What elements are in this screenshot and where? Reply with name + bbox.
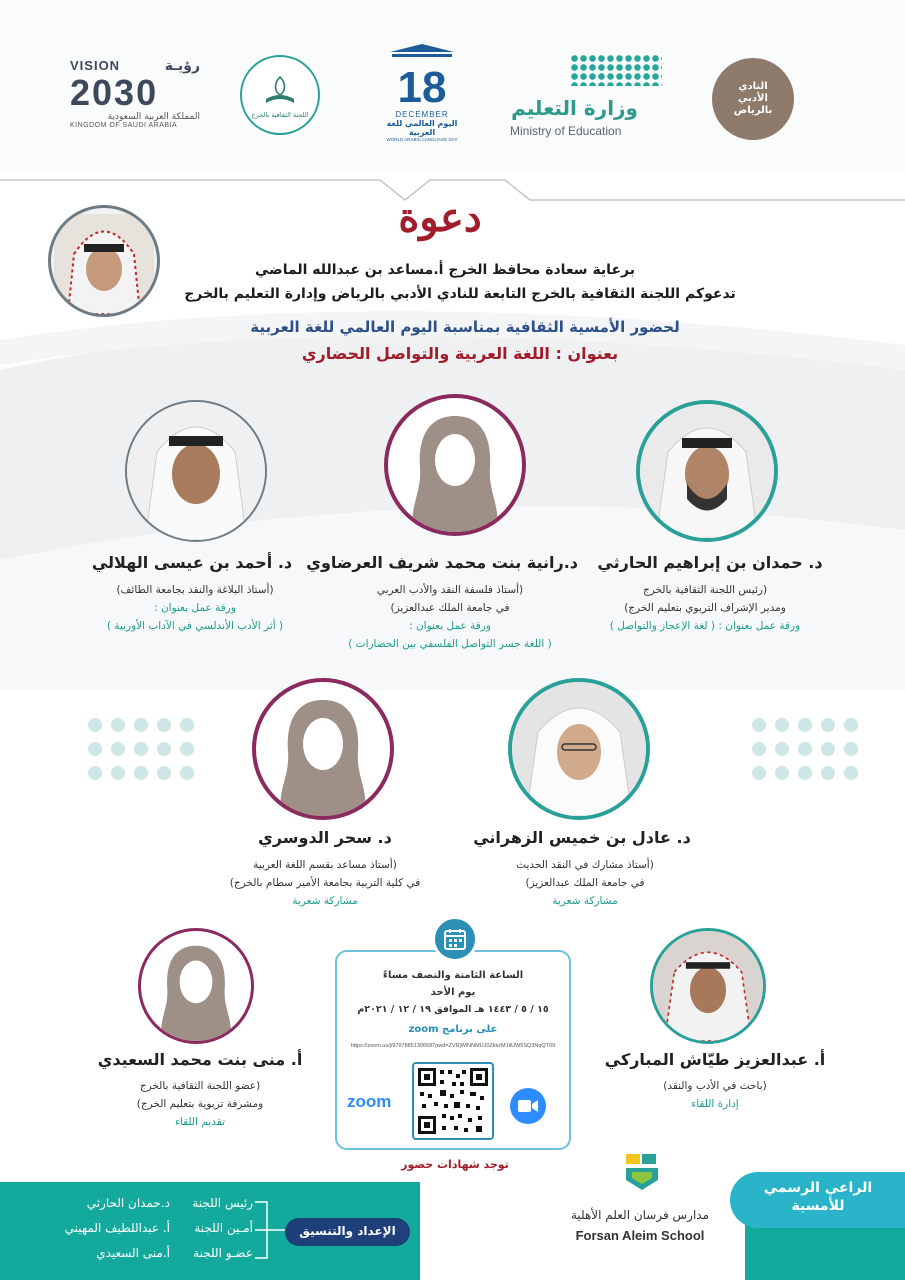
speaker-ahmed-desc2: ورقة عمل بعنوان : xyxy=(154,602,236,614)
speaker-mona-name: أ. منى بنت محمد السعيدي xyxy=(97,1050,303,1069)
topic-line: بعنوان : اللغة العربية والتواصل الحضاري xyxy=(301,344,619,363)
speaker-rania-name: د.رانية بنت محمد شريف العرضاوي xyxy=(306,553,578,572)
prep-label: الإعداد والتنسيق xyxy=(299,1224,396,1238)
official-sponsor-label-1: الراعي الرسمي xyxy=(763,1180,873,1196)
person-icon xyxy=(54,214,154,314)
arabic-language-day-logo: 18 DECEMBER اليوم العالمي للغة العربية WORLD ARABIC LANGUAGE DAY xyxy=(382,42,462,157)
vision-2030-logo: VISION رؤيـة 2030 المملكة العربية السعودية KINGDOM OF SAUDI ARABIA xyxy=(70,58,200,129)
event-day: يوم الأحد xyxy=(430,987,476,998)
veiled-woman-icon xyxy=(256,682,390,816)
governor-portrait xyxy=(48,205,160,317)
invitation-title: دعوة xyxy=(398,194,482,241)
temple-icon xyxy=(386,42,458,62)
speaker-abdulaziz-desc2: إدارة اللقاء xyxy=(691,1098,739,1110)
speaker-mona-desc2: ومشرفة تربوية بتعليم الخرج) xyxy=(136,1098,264,1110)
video-camera-icon xyxy=(518,1099,538,1113)
event-date: ١٥ / ٥ / ١٤٤٣ هـ الموافق ١٩ / ١٢ / ٢٠٢١م xyxy=(357,1004,549,1015)
occasion-line: لحضور الأمسية الثقافية بمناسبة اليوم العالمي للغة العربية xyxy=(250,318,680,336)
speaker-abdulaziz-name: أ. عبدالعزيز طيّاش المباركي xyxy=(604,1050,826,1069)
person-icon xyxy=(512,682,646,816)
event-time: الساعة الثامنة والنصف مساءً xyxy=(382,970,524,981)
speaker-abdulaziz-portrait xyxy=(650,928,766,1044)
speaker-rania-portrait xyxy=(384,394,526,536)
speaker-hamdan-portrait xyxy=(636,400,778,542)
speaker-hamdan-desc3: ورقة عمل بعنوان : ( لغة الإعجاز والتواصل ) xyxy=(609,620,801,632)
speaker-rania-desc1: (أستاذ فلسفة النقد والأدب العربي xyxy=(376,584,524,596)
footer-role-3: عضـو اللجنة xyxy=(193,1246,253,1260)
footer-role-1: رئيس اللجنة xyxy=(192,1196,253,1210)
school-name-en: Forsan Aleim School xyxy=(575,1228,705,1243)
dots-decor-left xyxy=(88,718,194,780)
speaker-adel-desc2: في جامعة الملك عبدالعزيز) xyxy=(525,877,645,889)
bracket-connector xyxy=(255,1196,285,1264)
veiled-woman-icon xyxy=(141,931,251,1041)
speaker-sahar-name: د. سحر الدوسري xyxy=(258,828,392,847)
book-icon xyxy=(260,71,300,111)
speaker-sahar-portrait xyxy=(252,678,394,820)
person-icon xyxy=(640,404,774,538)
zoom-wordmark: zoom xyxy=(347,1092,392,1111)
ministry-of-education-logo: وزارة التعليم Ministry of Education xyxy=(508,52,668,142)
speaker-rania-desc2: في جامعة الملك عبدالعزيز) xyxy=(390,602,510,614)
veiled-woman-icon xyxy=(388,398,522,532)
invite-line: تدعوكم اللجنة الثقافية بالخرج التابعة للنادي الأدبي بالرياض وإدارة التعليم بالخرج xyxy=(184,286,736,302)
speaker-mona-portrait xyxy=(138,928,254,1044)
person-icon xyxy=(127,402,265,540)
speaker-adel-name: د. عادل بن خميس الزهراني xyxy=(473,828,691,847)
culture-committee-logo: اللجنة الثقافية بالخرج xyxy=(240,55,320,135)
speaker-ahmed-name: د. أحمد بن عيسى الهلالي xyxy=(91,553,293,572)
speaker-sahar-desc1: (أستاذ مساعد بقسم اللغة العربية xyxy=(253,859,397,871)
speaker-hamdan-desc2: ومدير الإشراف التربوي بتعليم الخرج) xyxy=(624,602,786,614)
speaker-abdulaziz-desc1: (باحث في الأدب والنقد) xyxy=(663,1080,767,1092)
speaker-rania-desc4: ( اللغة جسر التواصل الفلسفي بين الحضارات ) xyxy=(348,638,552,650)
speaker-sahar-desc2: في كلية التربية بجامعة الأمير سطام بالخرج) xyxy=(229,877,421,889)
event-platform: على برنامج zoom xyxy=(408,1024,498,1035)
official-sponsor-label-2: للأمسية xyxy=(791,1198,845,1214)
certificates-note: توجد شهادات حضور xyxy=(401,1158,509,1171)
qr-code[interactable] xyxy=(412,1062,494,1140)
calendar-icon xyxy=(443,927,467,951)
speaker-ahmed-desc1: (أستاذ البلاغة والنقد بجامعة الطائف) xyxy=(116,584,274,596)
dots-pattern xyxy=(570,54,662,86)
speaker-hamdan-desc1: (رئيس اللجنة الثقافية بالخرج xyxy=(642,584,768,596)
speaker-sahar-desc3: مشاركة شعرية xyxy=(292,895,358,907)
person-icon xyxy=(653,931,763,1041)
speaker-adel-desc3: مشاركة شعرية xyxy=(552,895,618,907)
zoom-camera-icon xyxy=(510,1088,546,1124)
speaker-ahmed-portrait xyxy=(125,400,267,542)
speaker-mona-desc1: (عضو اللجنة الثقافية بالخرج xyxy=(139,1080,261,1092)
footer-person-3: أ.منى السعيدي xyxy=(96,1246,170,1260)
speaker-adel-portrait xyxy=(508,678,650,820)
qr-code-icon xyxy=(418,1068,488,1134)
school-logo-icon xyxy=(622,1150,662,1200)
riyadh-literary-club-logo: النادي الأدبي بالرياض xyxy=(712,58,794,140)
dots-decor-right xyxy=(752,718,858,780)
school-name-ar: مدارس فرسان العلم الأهلية xyxy=(570,1208,710,1222)
zoom-link[interactable]: https://zoom.us/j/97978851306687pwd=ZVRjWlNNMUJ0ZkkzM1liUW5SQ3NqQT09 xyxy=(350,1043,556,1049)
footer-role-2: أمـين اللجنة xyxy=(194,1221,253,1235)
footer-person-2: أ. عبداللطيف المهيني xyxy=(64,1221,170,1235)
speaker-hamdan-name: د. حمدان بن إبراهيم الحارثي xyxy=(597,553,823,572)
speaker-rania-desc3: ورقة عمل بعنوان : xyxy=(409,620,491,632)
footer-person-1: د.حمدان الحارثي xyxy=(86,1196,170,1210)
speaker-mona-desc3: تقديم اللقاء xyxy=(174,1116,226,1128)
patronage-line: برعاية سعادة محافظ الخرج أ.مساعد بن عبدالله الماضي xyxy=(255,262,635,278)
speaker-ahmed-desc3: ( أثر الأدب الأندلسي في الآداب الأوربية ) xyxy=(106,620,284,632)
speaker-adel-desc1: (أستاذ مشارك في النقد الحديث xyxy=(516,859,654,871)
calendar-badge xyxy=(432,916,478,962)
